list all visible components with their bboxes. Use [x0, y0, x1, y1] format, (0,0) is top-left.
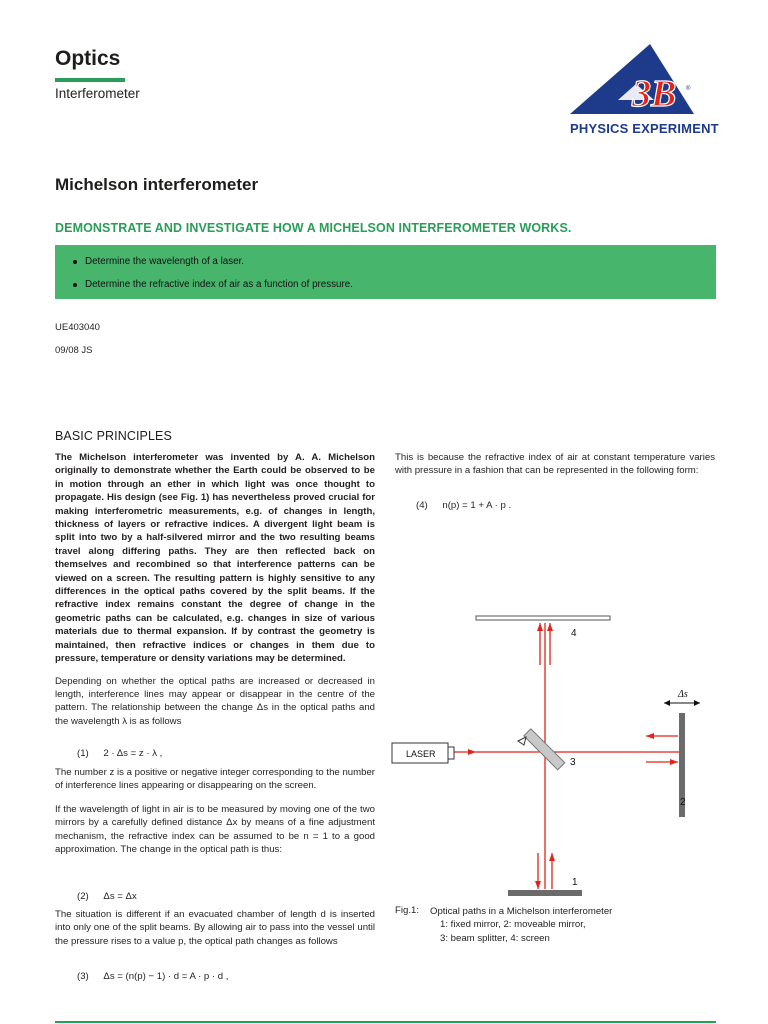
equation-number: (1): [77, 748, 89, 759]
caption-line: 3: beam splitter, 4: screen: [440, 932, 550, 944]
caption-line: Optical paths in a Michelson interferometer: [430, 906, 613, 917]
laser-aperture: [448, 747, 454, 759]
paragraph: The situation is different if an evacuated chamber of length d is inserted into only one of the split beams. By allowing air to pass into the vessel until the pressure rises to a value p, the optical path changes as follows: [55, 909, 375, 947]
objectives-box: [55, 245, 716, 299]
delta-label: Δs: [678, 689, 688, 700]
paragraph: The number z is a positive or negative integer corresponding to the number of interference lines appearing or disappearing on the screen.: [55, 767, 375, 792]
section-heading: BASIC PRINCIPLES: [55, 429, 172, 443]
section-subtitle: Interferometer: [55, 86, 140, 101]
page-subtitle: DEMONSTRATE AND INVESTIGATE HOW A MICHELSON INTERFEROMETER WORKS.: [55, 221, 572, 235]
doc-date: 09/08 JS: [55, 345, 93, 356]
label-1: 1: [572, 877, 578, 888]
page-title: Michelson interferometer: [55, 175, 259, 194]
equation-text: n(p) = 1 + A · p .: [442, 500, 512, 511]
splitter-marker: [518, 737, 526, 745]
label-2: 2: [680, 797, 686, 808]
label-3: 3: [570, 757, 576, 768]
article-code: UE403040: [55, 322, 100, 333]
left-column: [55, 451, 375, 728]
light-beams: [450, 623, 679, 889]
fixed-mirror: [508, 890, 582, 896]
objective-item: Determine the refractive index of air as a function of pressure.: [85, 273, 716, 296]
screen: [476, 616, 610, 620]
paragraph: This is because the refractive index of air at constant temperature varies with pressure in a fashion that can be represented in the following form:: [395, 452, 715, 477]
equation-number: (4): [416, 500, 428, 511]
svg-text:®: ®: [686, 86, 691, 92]
paragraph-block: [55, 766, 375, 856]
equation-3: [77, 971, 228, 982]
equation-4: [416, 500, 511, 511]
equation-number: (2): [77, 891, 89, 902]
paragraph-block: [55, 908, 375, 948]
objective-item: Determine the wavelength of a laser.: [85, 250, 716, 273]
intro-paragraph: The Michelson interferometer was invented by A. A. Michelson originally to demonstrate whether the Earth could be observed to be in motion through an ether in which light was once thought to propagate. His design (see Fig. 1) has nevertheless proved crucial for making interferometric measurements, e.g. of changes in length, thickness of layers or refractive indices. A divergent light beam is split into two by a half-silvered mirror and the two resulting beams travel along differing paths. They are then reflected back on themselves and recombined so that interference patterns can be viewed on a screen. The resulting pattern is highly sensitive to any differences in the optical paths covered by the split beams. If the refractive index remains constant the degree of change in the geometric paths can be calculated, e.g. changes in size of various materials due to thermal expansion. If by contrast the geometry is maintained, then refractive indices or changes in them due to pressure, temperature or density variations may be determined.: [55, 452, 375, 665]
paragraph: Depending on whether the optical paths are increased or decreased in length, interference lines may appear or disappear in the centre of the pattern. The relationship between the change Δs in the optical paths and the wavelength λ is as follows: [55, 675, 375, 727]
logo-mark: 3B: [632, 73, 677, 115]
label-4: 4: [571, 628, 577, 639]
logo-text: PHYSICS EXPERIMENT: [570, 121, 719, 136]
equation-1: [77, 748, 162, 759]
paragraph: If the wavelength of light in air is to be measured by moving one of the two mirrors by a carefully defined distance Δx by means of a fine adjustment mechanism, the refractive index can be assumed to be n = 1 to a good approximation. The change in the optical path is thus:: [55, 803, 375, 856]
equation-text: Δs = (n(p) − 1) · d = A · p · d ,: [103, 971, 229, 982]
laser-label: LASER: [406, 749, 436, 759]
equation-number: (3): [77, 971, 89, 982]
title-underline: [55, 78, 125, 82]
figure-caption-label: Fig.1:: [395, 905, 419, 916]
figure-caption: [430, 905, 612, 945]
section-title: Optics: [55, 47, 121, 70]
equation-text: 2 · Δs = z · λ ,: [103, 748, 163, 759]
footer-rule: [55, 1021, 716, 1023]
equation-2: [77, 891, 137, 902]
interferometer-diagram: [388, 605, 718, 905]
equation-text: Δs = Δx: [103, 891, 137, 902]
caption-line: 1: fixed mirror, 2: moveable mirror,: [440, 919, 586, 931]
right-column: [395, 451, 715, 478]
beam-splitter: [524, 729, 565, 770]
beam-arrows: [468, 623, 678, 889]
